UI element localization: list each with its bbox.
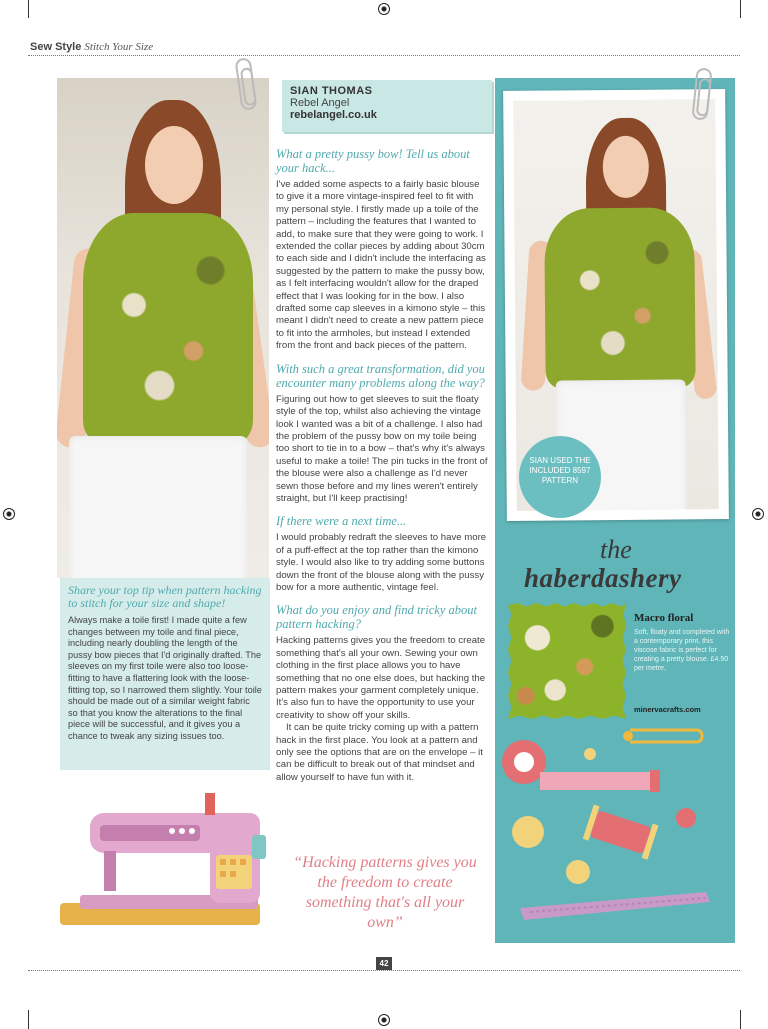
fabric-url[interactable]: minervacrafts.com [634, 705, 701, 714]
top-tip-heading: Share your top tip when pattern hacking to stitch for your size and shape! [68, 583, 262, 610]
question-4: What do you enjoy and find tricky about pattern hacking? [276, 603, 478, 632]
answer-1: I've added some aspects to a fairly basic blouse to give it a more vintage-inspired feel to fit with my personal style. I firstly made up a toile of the pattern – including the features that I wanted to add, to make sure that they were going to work. I extended the collar pieces by adding about 30cm to each side and I didn't include the interfacing as suggested by the pattern to make the pussy bow, as I felt interfacing wouldn't allow for the draped effect that I was looking for in the bow. I also drafted some cap sleeves in a kimono style – this meant I didn't need to create a new pattern piece to fit into the armholes, but instead I extended from the front and back pieces of the pattern. [276, 179, 486, 352]
fabric-name: Macro floral [634, 612, 694, 624]
section-label-italic: Stitch Your Size [84, 41, 154, 53]
crop-tick [740, 1010, 741, 1029]
fabric-description: Soft, floaty and completed with a contemporary print, this viscose fabric is perfect for creating a pretty blouse. £4.50 per metre, [634, 629, 730, 672]
button-icon [676, 808, 696, 828]
interview-column [276, 147, 488, 784]
header-divider [28, 55, 740, 56]
pull-quote: “Hacking patterns gives you the freedom to create something that's all your own” [293, 854, 477, 931]
fabric-swatch [508, 603, 626, 719]
button-icon [512, 816, 544, 848]
photo-sian-left [57, 78, 269, 578]
top-tip-box [60, 578, 270, 770]
button-icon [566, 860, 590, 884]
crop-tick [740, 0, 741, 18]
sewing-machine-illustration [60, 785, 272, 945]
answer-3: I would probably redraft the sleeves to have more of a puff-effect at the top rather than the kimono style. I would also like to try adding some buttons down the front of the blouse along with the pussy bow for a more authentic, vintage feel. [276, 532, 487, 593]
profile-website[interactable]: rebelangel.co.uk [290, 109, 377, 121]
registration-mark-bottom [378, 1014, 390, 1026]
answer-4-continued: It can be quite tricky coming up with a pattern hack in the first place. You look at a pattern and only see the options that are on the envelope – it can be difficult to break out of that mindset and allow yourself to have fun with it. [276, 722, 483, 783]
profile-blog-name: Rebel Angel [290, 97, 350, 109]
crop-tick [28, 0, 29, 18]
question-2: With such a great transformation, did you encounter many problems along the way? [276, 361, 485, 390]
question-3: If there were a next time... [276, 514, 407, 529]
page-number: 42 [376, 957, 392, 970]
answer-2: Figuring out how to get sleeves to suit the floaty style of the top, whilst also achieving the vintage look I wanted was a bit of a challenge. I also had the problem of the pussy bow on my toile being too short to tie in to a bow – that's why it's always useful to make a toile! The pin tucks in the front of the blouse were also a challenge as I'd never sewn those before and my lines weren't entirely straight, but I'll keep practising! [276, 393, 488, 504]
registration-mark-top [378, 3, 390, 15]
profile-card [282, 80, 492, 132]
safety-pin-icon [623, 730, 702, 742]
answer-4: Hacking patterns gives you the freedom to create something that's all your own. Sewing your own clothing in the first place allows you to have something that no one else does, but hacking the pattern makes your garment completely unique. It's also fun to have the opportunity to use your creativity to show off your skills. [276, 635, 486, 721]
top-tip-text: Always make a toile first! I made quite a few changes between my toile and final piece, including nearly doubling the length of the pussy bow pieces that I'd originally drafted. The sleeves on my first toile were also too loose-fitting to have a flattering look with the loose-fitting top, so I narrowed them slightly. Your toile should be made out of a similar weight fabric so that you know the alterations to the final piece will be successful, and it gives you a chance to tweak any sizing issues too. [68, 615, 262, 741]
footer-divider [28, 970, 740, 971]
registration-mark-left [3, 508, 15, 520]
tape-measure-icon [502, 740, 660, 792]
registration-mark-right [752, 508, 764, 520]
haberdashery-the: the [600, 535, 632, 564]
section-label-bold: Sew Style [30, 41, 82, 53]
zipper-icon [520, 892, 710, 920]
profile-name: SIAN THOMAS [290, 85, 373, 97]
crop-tick [28, 1010, 29, 1029]
button-icon [584, 748, 596, 760]
photo-caption: SIAN USED THE INCLUDED 8597 PATTERN [519, 436, 601, 518]
question-1: What a pretty pussy bow! Tell us about your hack... [276, 147, 470, 175]
thread-spool-icon [583, 804, 659, 859]
haberdashery-notions-illustration [500, 722, 732, 940]
section-label [30, 41, 153, 53]
haberdashery-title: haberdashery [524, 563, 682, 593]
